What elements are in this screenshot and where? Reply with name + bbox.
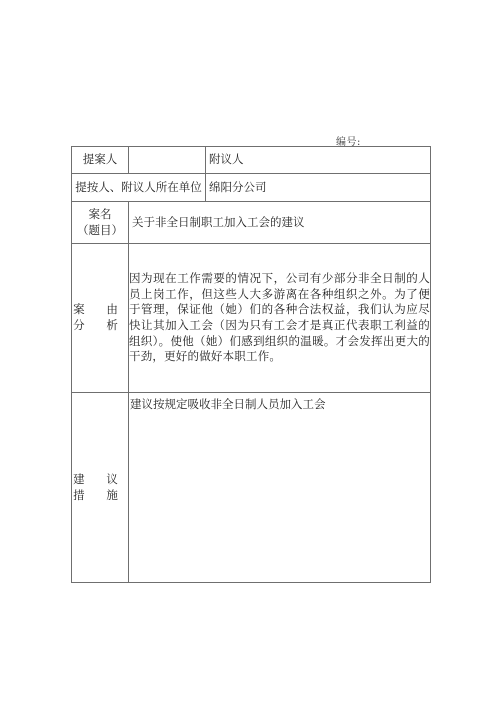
unit-value: 绵阳分公司 xyxy=(209,179,267,194)
cosigner-cell xyxy=(206,147,431,174)
reason-text[interactable]: 因为现在工作需要的情况下，公司有少部分非全日制的人员上岗工作，但这些人大多游离在各种组织之外。为了便于管理，保证他（她）们的各种合法权益，我们认为应尽快让其加入工会（因为只有工会才是真正代表职工利益的组织）。使他（她）们感到组织的温暖。才会发挥出更大的干劲，更好的做好本职工作。 xyxy=(129,244,431,393)
proposer-value[interactable] xyxy=(129,147,206,174)
proposal-form-table xyxy=(71,146,431,583)
title-label-line1: 案名 xyxy=(88,206,112,221)
measure-label-line2: 措 施 xyxy=(73,487,127,502)
reason-label xyxy=(72,244,129,393)
reason-label-line2: 分 析 xyxy=(73,318,127,332)
reason-row xyxy=(72,244,431,393)
cosigner-label: 附议人 xyxy=(209,152,244,167)
measure-row xyxy=(72,393,431,583)
unit-value-cell[interactable] xyxy=(206,174,431,202)
title-label-line2: （题目） xyxy=(77,222,123,237)
unit-label: 提按人、附议人所在单位 xyxy=(72,174,206,202)
measure-label-line1: 建 议 xyxy=(73,471,127,486)
proposer-label: 提案人 xyxy=(72,147,129,174)
measure-label xyxy=(72,393,129,583)
title-value-cell[interactable] xyxy=(129,202,431,244)
title-label xyxy=(72,202,129,244)
reason-label-line1: 案 由 xyxy=(73,302,127,317)
unit-row xyxy=(72,174,431,202)
title-row xyxy=(72,202,431,244)
number-label: 编号: xyxy=(336,137,361,148)
proposer-row xyxy=(72,147,431,174)
title-value: 关于非全日制职工加入工会的建议 xyxy=(132,214,305,229)
measure-text[interactable]: 建议按规定吸收非全日制人员加入工会 xyxy=(129,393,431,583)
